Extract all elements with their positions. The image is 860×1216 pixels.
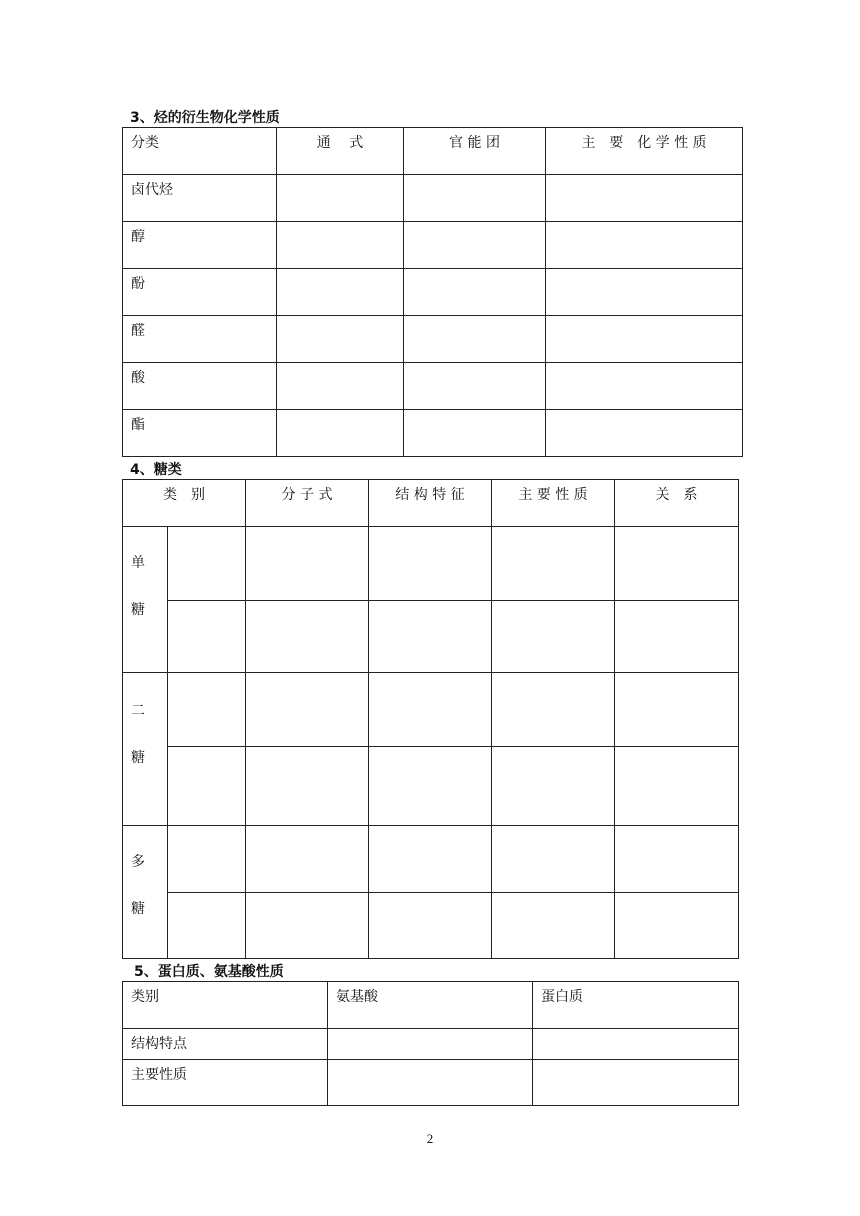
table-row (123, 175, 743, 222)
header-relationship: 关 系 (615, 480, 739, 527)
section4-heading: 4、糖类 (130, 462, 182, 478)
blank-cell[interactable] (369, 601, 492, 673)
blank-cell[interactable] (546, 316, 743, 363)
header-main-properties: 主 要 性 质 (492, 480, 615, 527)
group-label-polysaccharide (123, 826, 168, 959)
group-char: 二 (131, 703, 145, 719)
section3-heading: 3、烃的衍生物化学性质 (130, 110, 280, 126)
blank-cell[interactable] (246, 601, 369, 673)
blank-cell[interactable] (492, 673, 615, 747)
header-amino-acid: 氨基酸 (328, 982, 533, 1029)
blank-cell[interactable] (328, 1060, 533, 1106)
table-row (123, 222, 743, 269)
blank-cell[interactable] (277, 363, 404, 410)
protein-table (122, 981, 739, 1106)
group-label-monosaccharide (123, 527, 168, 673)
blank-cell[interactable] (369, 673, 492, 747)
header-molecular-formula: 分 子 式 (246, 480, 369, 527)
section5-heading: 5、蛋白质、氨基酸性质 (134, 964, 284, 980)
blank-cell[interactable] (492, 601, 615, 673)
table-header-row (123, 480, 739, 527)
blank-cell[interactable] (168, 601, 246, 673)
blank-cell[interactable] (615, 747, 739, 826)
blank-cell[interactable] (277, 316, 404, 363)
table-row (123, 893, 739, 959)
blank-cell[interactable] (546, 175, 743, 222)
blank-cell[interactable] (615, 673, 739, 747)
row-label: 醇 (123, 222, 277, 269)
blank-cell[interactable] (492, 747, 615, 826)
blank-cell[interactable] (246, 747, 369, 826)
table-row (123, 673, 739, 747)
header-category: 分类 (123, 128, 277, 175)
blank-cell[interactable] (328, 1029, 533, 1060)
row-label: 主要性质 (123, 1060, 328, 1106)
table-row (123, 1060, 739, 1106)
blank-cell[interactable] (546, 222, 743, 269)
blank-cell[interactable] (277, 222, 404, 269)
blank-cell[interactable] (533, 1029, 739, 1060)
header-general-formula: 通 式 (277, 128, 404, 175)
blank-cell[interactable] (277, 175, 404, 222)
blank-cell[interactable] (168, 527, 246, 601)
row-label: 酚 (123, 269, 277, 316)
blank-cell[interactable] (615, 826, 739, 893)
derivatives-table (122, 127, 743, 457)
table-row (123, 747, 739, 826)
blank-cell[interactable] (369, 826, 492, 893)
blank-cell[interactable] (492, 826, 615, 893)
blank-cell[interactable] (168, 673, 246, 747)
sugars-table (122, 479, 739, 959)
row-label: 卤代烃 (123, 175, 277, 222)
row-label: 酯 (123, 410, 277, 457)
blank-cell[interactable] (404, 410, 546, 457)
header-category: 类别 (123, 982, 328, 1029)
blank-cell[interactable] (546, 363, 743, 410)
table-row (123, 527, 739, 601)
blank-cell[interactable] (615, 527, 739, 601)
table-row (123, 316, 743, 363)
blank-cell[interactable] (404, 363, 546, 410)
table-row (123, 269, 743, 316)
blank-cell[interactable] (246, 893, 369, 959)
header-category: 类 别 (123, 480, 246, 527)
group-char: 糖 (131, 750, 145, 766)
header-structure: 结 构 特 征 (369, 480, 492, 527)
blank-cell[interactable] (168, 893, 246, 959)
blank-cell[interactable] (246, 826, 369, 893)
blank-cell[interactable] (277, 410, 404, 457)
table-header-row (123, 982, 739, 1029)
blank-cell[interactable] (246, 527, 369, 601)
header-protein: 蛋白质 (533, 982, 739, 1029)
header-functional-group: 官 能 团 (404, 128, 546, 175)
table-header-row (123, 128, 743, 175)
group-char: 多 (131, 854, 145, 870)
blank-cell[interactable] (277, 269, 404, 316)
row-label: 结构特点 (123, 1029, 328, 1060)
blank-cell[interactable] (492, 893, 615, 959)
blank-cell[interactable] (615, 893, 739, 959)
blank-cell[interactable] (546, 410, 743, 457)
blank-cell[interactable] (533, 1060, 739, 1106)
blank-cell[interactable] (404, 269, 546, 316)
blank-cell[interactable] (168, 826, 246, 893)
blank-cell[interactable] (546, 269, 743, 316)
table-row (123, 1029, 739, 1060)
blank-cell[interactable] (246, 673, 369, 747)
blank-cell[interactable] (404, 316, 546, 363)
group-char: 单 (131, 555, 145, 571)
blank-cell[interactable] (615, 601, 739, 673)
blank-cell[interactable] (369, 527, 492, 601)
blank-cell[interactable] (492, 527, 615, 601)
group-label-disaccharide (123, 673, 168, 826)
table-row (123, 826, 739, 893)
page-number: 2 (426, 1131, 434, 1146)
blank-cell[interactable] (168, 747, 246, 826)
blank-cell[interactable] (369, 893, 492, 959)
header-main-properties: 主 要 化 学 性 质 (546, 128, 743, 175)
table-row (123, 601, 739, 673)
table-row (123, 410, 743, 457)
table-row (123, 363, 743, 410)
row-label: 醛 (123, 316, 277, 363)
blank-cell[interactable] (369, 747, 492, 826)
group-char: 糖 (131, 602, 145, 618)
row-label: 酸 (123, 363, 277, 410)
blank-cell[interactable] (404, 175, 546, 222)
group-char: 糖 (131, 901, 145, 917)
blank-cell[interactable] (404, 222, 546, 269)
